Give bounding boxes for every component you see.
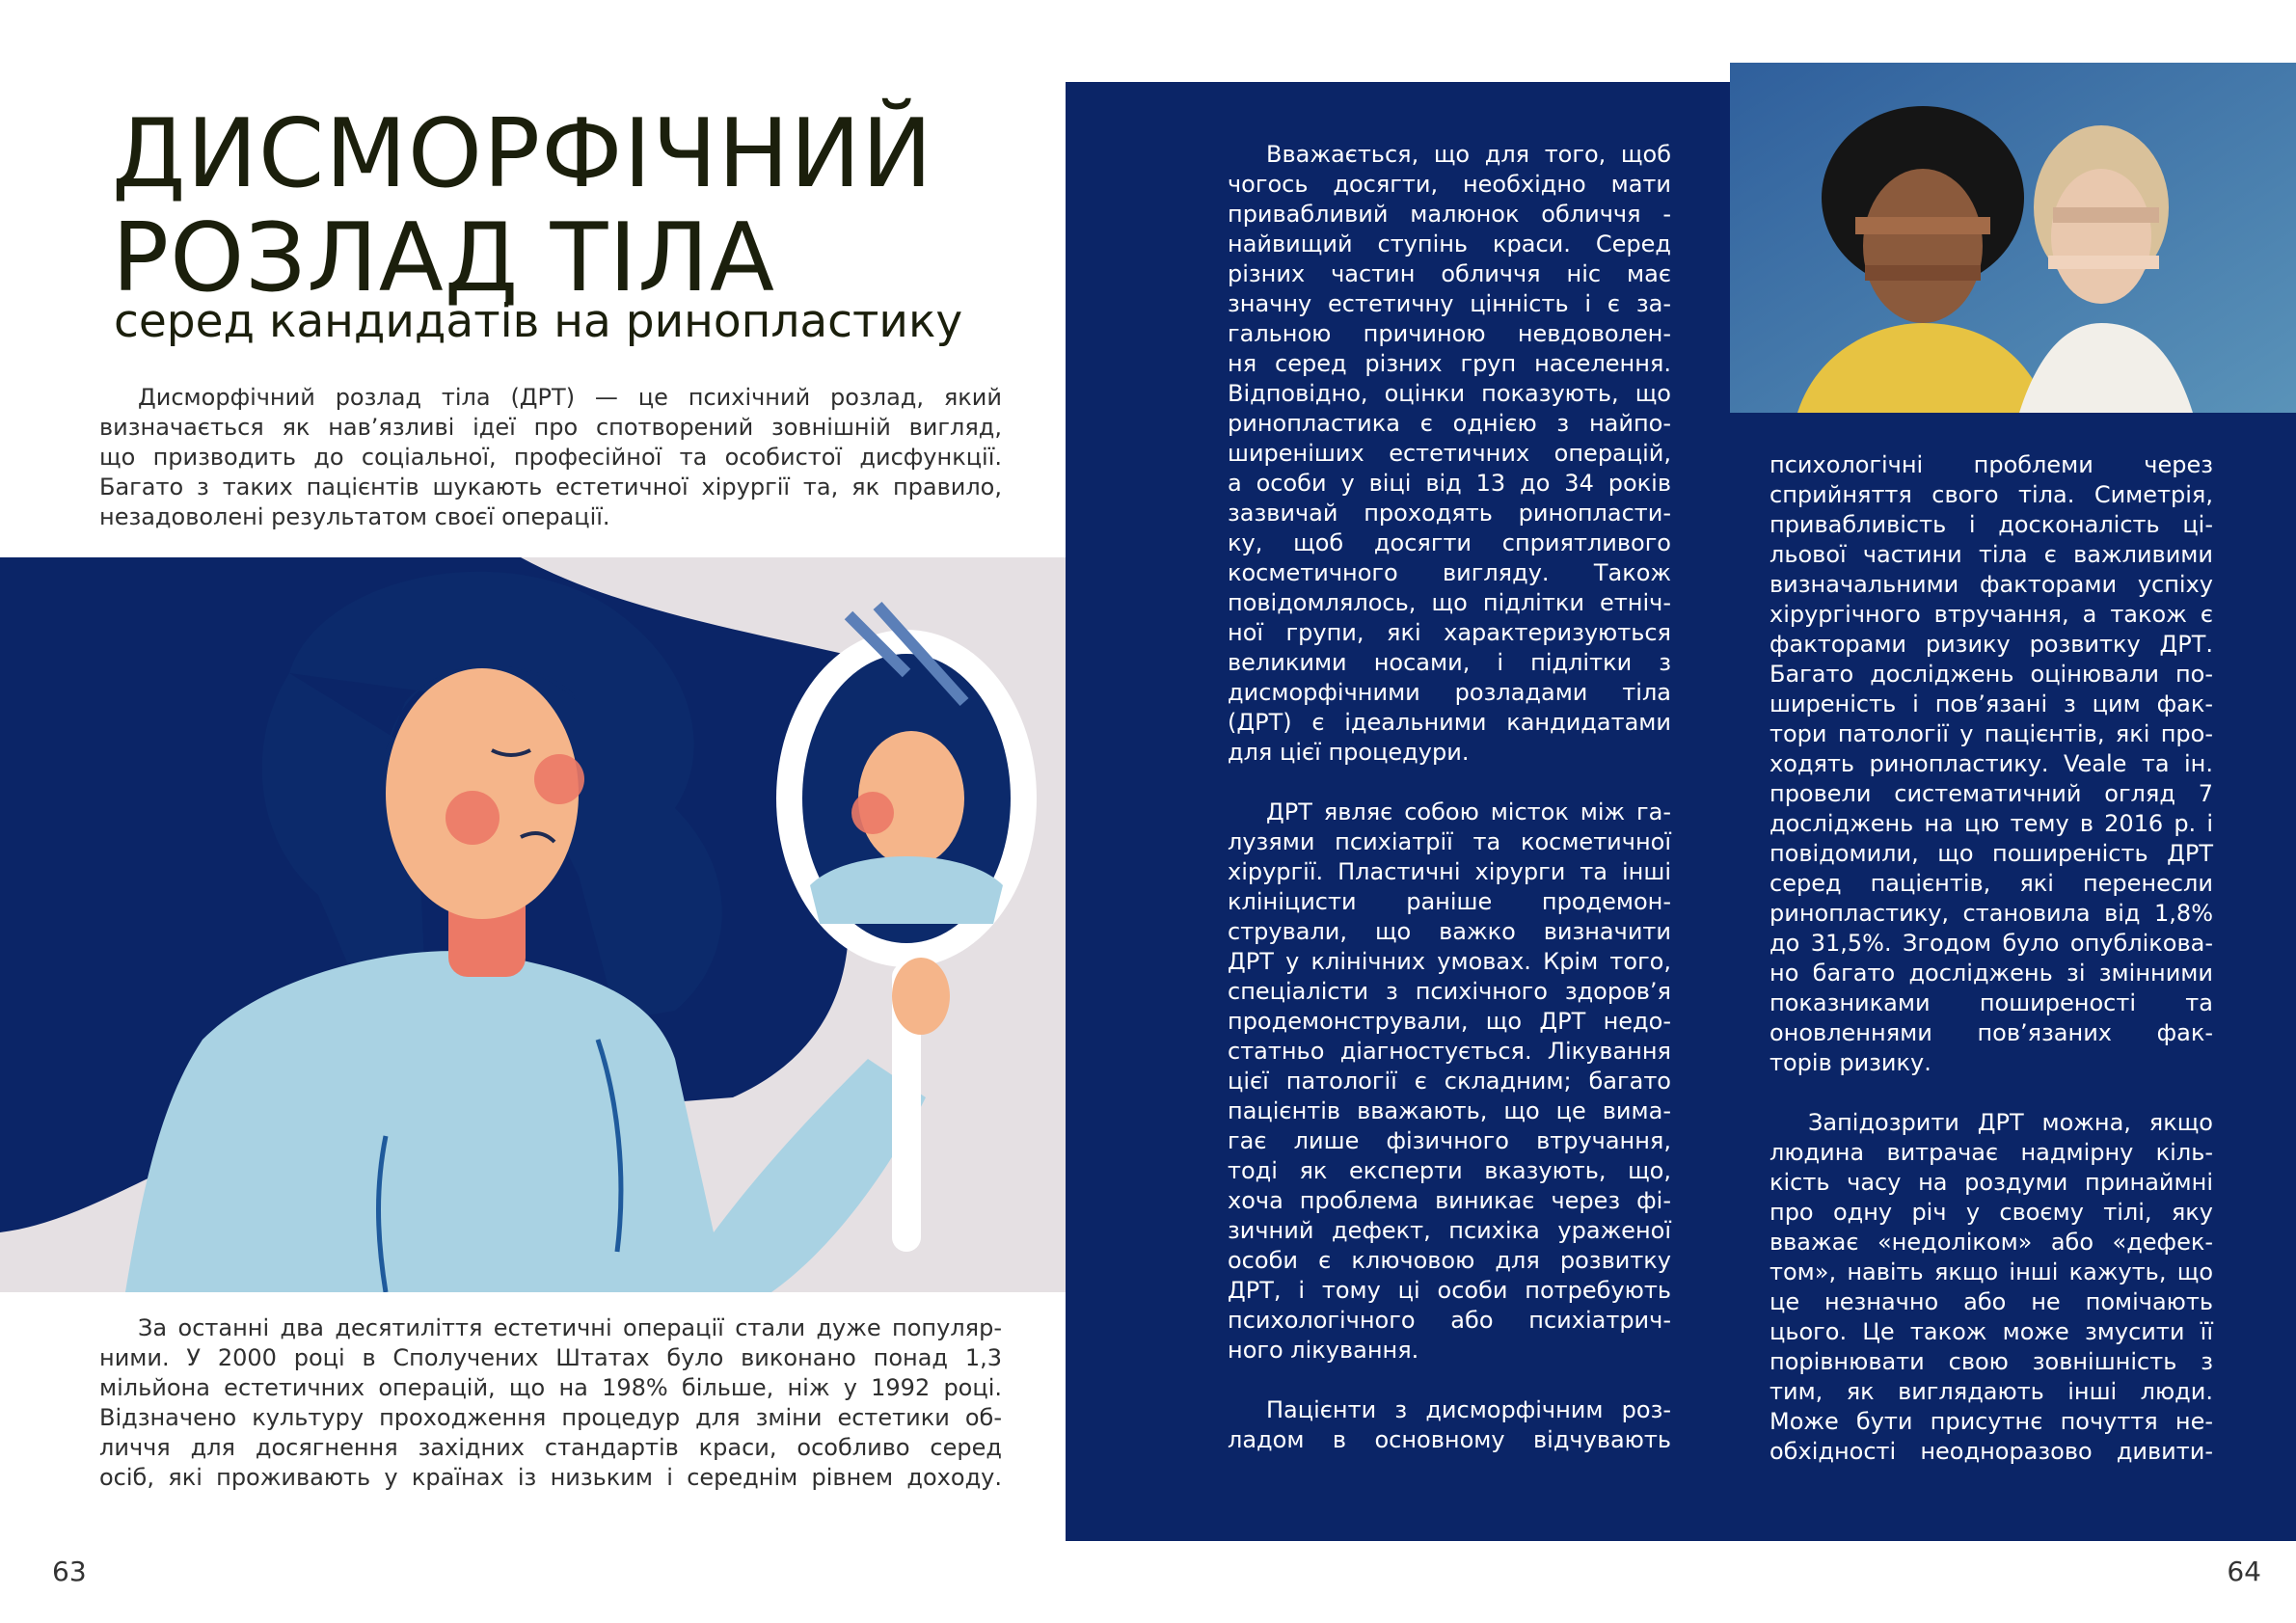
title-line-1: ДИСМОРФІЧНИЙ (112, 99, 933, 209)
page-number-left: 63 (52, 1555, 87, 1587)
woman-mirror-illustration (0, 557, 1066, 1292)
column-right: психологічні проблеми через сприйняття свого тіла. Симетрія, привабливість і досконалість ці- льової частини тіла є важливими визначальними факторами успіху хірургічного втручання, а також є факторами ризику розвитку ДРТ. Багато досліджень оцінювали по- ширеність і пов’язані з цим фак- тори патології у пацієнтів, які про- ходять ринопластику. Veale та ін. провели систематичний огляд 7 досліджень на цю тему в 2016 р. і повідомили, що поширеність ДРТ серед пацієнтів, які перенесли ринопластику, становила від 1,8% до 31,5%. Згодом було опублікова- но багато досліджень зі змінними показниками поширеності та оновленнями пов’язаних фак- торів ризику. Запідозрити ДРТ можна, якщо людина витрачає надмірну кіль- кість часу на роздуми принаймні про одну річ у своєму тілі, яку вважає «недоліком» або «дефек- том», навіть якщо інші кажуть, що це незначно або не помічають цього. Це також може змусити її порівнювати свою зовнішність з тим, як виглядають інші люди. Може бути присутнє почуття не- обхідності неодноразово дивити- (1769, 451, 2213, 1465)
column-middle: Вважається, що для того, щоб чогось досягти, необхідно мати привабливий малюнок обличчя - найвищий ступінь краси. Серед різних частин обличчя ніс має значну естетичну цінність і є за- гальною причиною невдоволен- ня серед різних груп населення. Відповідно, оцінки показують, що ринопластика є однією з найпо- ширеніших естетичних операцій, а особи у віці від 13 до 34 років зазвичай проходять ринопласти- ку, щоб досягти сприятливого косметичного вигляду. Також повідомлялось, що підлітки етніч- ної групи, які характеризуються великими носами, і підлітки з дисморфічними розладами тіла (ДРТ) є ідеальними кандидатами для цієї процедури. ДРТ являє собою місток між га- лузями психіатрії та косметичної хірургії. Пластичні хірурги та інші клініцисти раніше продемон- стрували, що важко визначити ДРТ у клінічних умовах. Крім того, спеціалісти з психічного здоров’я продемонстрували, що ДРТ недо- статньо діагностується. Лікування цієї патології є складним; багато пацієнтів вважають, що це вима- гає лише фізичного втручання, тоді як експерти вказують, що, хоча проблема виникає через фі- зичний дефект, психіка ураженої особи є ключовою для розвитку ДРТ, і тому ці особи потребують психологічного або психіатрич- ного лікування. Пацієнти з дисморфічним роз- ладом в основному відчувають (1228, 141, 1671, 1453)
intro-paragraph: Дисморфічний розлад тіла (ДРТ) — це психічний розлад, який визначається як нав’язливі ідеї про спотворений зовнішній вигляд, що призводить до соціальної, професійної та особистої дисфункції. Багато з таких пацієнтів шукають естетичної хірургії та, як правило, незадоволені результатом своєї операції. (99, 384, 1002, 530)
two-faces-photo (1730, 63, 2296, 413)
bottom-paragraph: За останні два десятиліття естетичні операції стали дуже популяр- ними. У 2000 році в Сполучених Штатах було виконано понад 1,3 мільйона естетичних операцій, що на 198% більше, ніж у 1992 році. Відзначено культуру проходження процедур для зміни естетики об- личчя для досягнення західних стандартів краси, особливо серед осіб, які проживають у країнах із низьким і середнім рівнем доходу. (99, 1314, 1002, 1491)
title-line-2: РОЗЛАД ТІЛА (112, 203, 776, 313)
page-number-right: 64 (2227, 1555, 2261, 1587)
page-title (112, 99, 933, 313)
page-subtitle: серед кандидатів на ринопластику (114, 295, 963, 348)
